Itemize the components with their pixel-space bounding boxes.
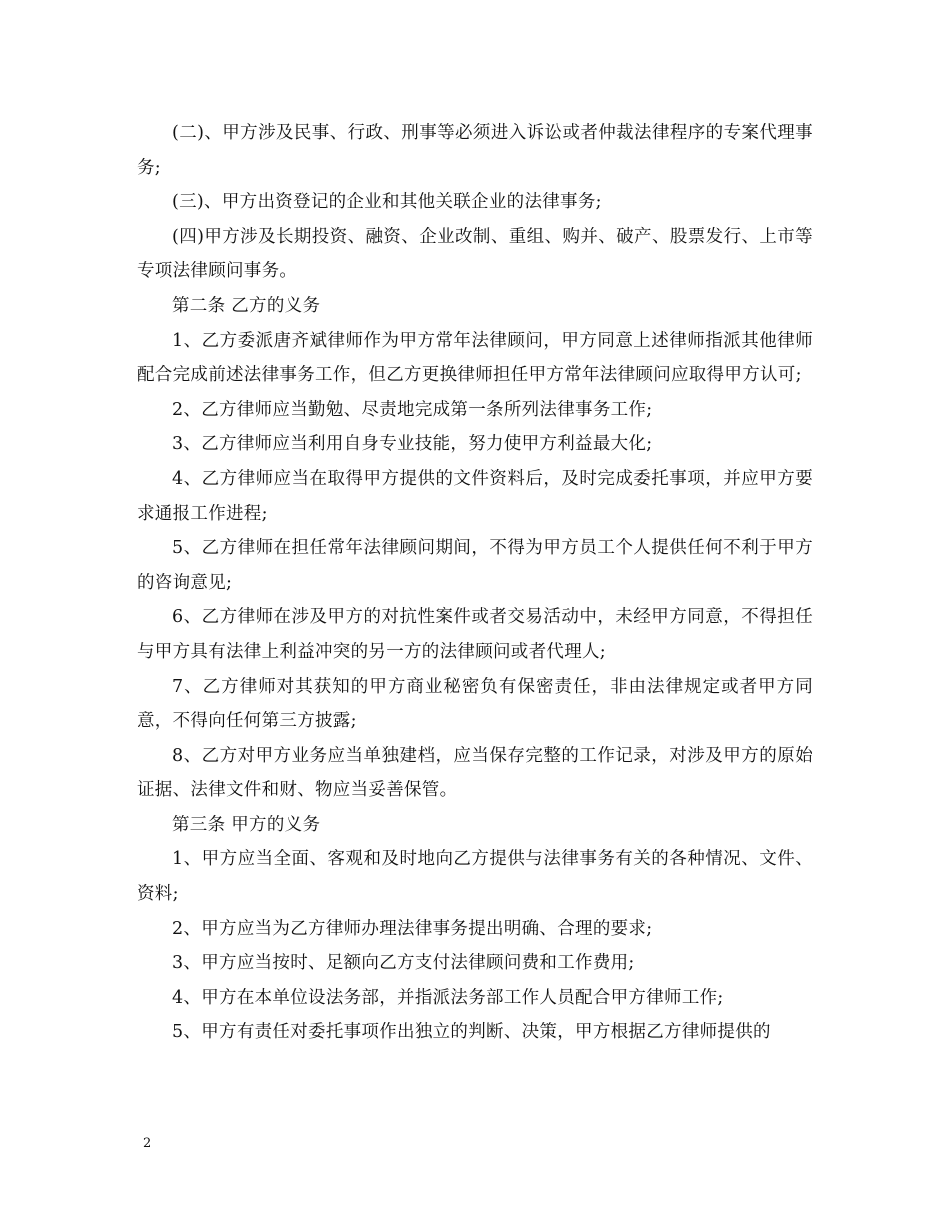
article-2-item-3: 3、乙方律师应当利用自身专业技能，努力使甲方利益最大化;: [172, 434, 653, 455]
article-2-item-8: 8、乙方对甲方业务应当单独建档，应当保存完整的工作记录，对涉及甲方的原始证据、法律文件和财、物应当妥善保管。: [137, 745, 813, 801]
article-2-item-5: 5、乙方律师在担任常年法律顾问期间，不得为甲方员工个人提供任何不利于甲方的咨询意见;: [137, 538, 813, 593]
article-2-heading: 第二条 乙方的义务: [172, 295, 321, 316]
article-3-item-4: 4、甲方在本单位设法务部，并指派法务部工作人员配合甲方律师工作;: [172, 987, 724, 1008]
document-body: [137, 116, 813, 1050]
page-number: 2: [143, 1136, 152, 1151]
article-3-item-3: 3、甲方应当按时、足额向乙方支付法律顾问费和工作费用;: [172, 953, 635, 974]
clause-2-item-4: (四)甲方涉及长期投资、融资、企业改制、重组、购并、破产、股票发行、上市等专项法律顾问事务。: [137, 226, 813, 282]
article-3-heading: 第三条 甲方的义务: [172, 814, 321, 835]
article-2-item-6: 6、乙方律师在涉及甲方的对抗性案件或者交易活动中，未经甲方同意，不得担任与甲方具有法律上利益冲突的另一方的法律顾问或者代理人;: [137, 607, 813, 662]
article-3-item-5: 5、甲方有责任对委托事项作出独立的判断、决策，甲方根据乙方律师提供的: [172, 1022, 771, 1043]
article-3-item-2: 2、甲方应当为乙方律师办理法律事务提出明确、合理的要求;: [172, 918, 653, 939]
article-3-item-1: 1、甲方应当全面、客观和及时地向乙方提供与法律事务有关的各种情况、文件、资料;: [137, 849, 813, 905]
article-2-item-2: 2、乙方律师应当勤勉、尽责地完成第一条所列法律事务工作;: [172, 399, 653, 420]
article-2-item-1: 1、乙方委派唐齐斌律师作为甲方常年法律顾问，甲方同意上述律师指派其他律师配合完成前述法律事务工作，但乙方更换律师担任甲方常年法律顾问应取得甲方认可;: [137, 330, 813, 386]
article-2-item-7: 7、乙方律师对其获知的甲方商业秘密负有保密责任，非由法律规定或者甲方同意，不得向任何第三方披露;: [137, 676, 813, 732]
article-2-item-4: 4、乙方律师应当在取得甲方提供的文件资料后，及时完成委托事项，并应甲方要求通报工作进程;: [137, 468, 813, 524]
clause-2-item-3: (三)、甲方出资登记的企业和其他关联企业的法律事务;: [172, 192, 602, 213]
clause-2-item-2: (二)、甲方涉及民事、行政、刑事等必须进入诉讼或者仲裁法律程序的专案代理事务;: [137, 123, 813, 178]
